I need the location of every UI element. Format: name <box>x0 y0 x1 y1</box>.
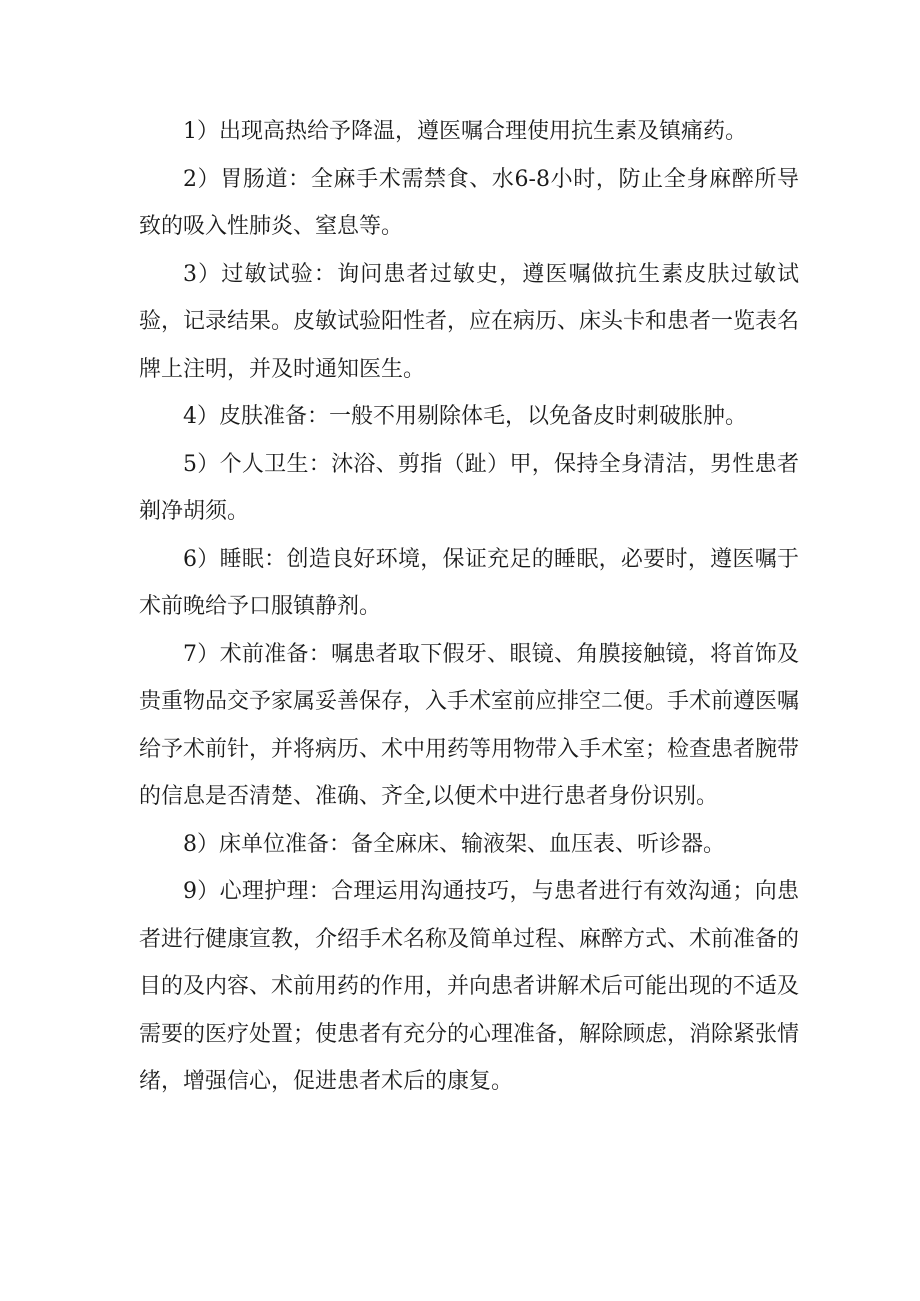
paragraph-sleep: 6）睡眠：创造良好环境，保证充足的睡眠，必要时，遵医嘱于术前晚给予口服镇静剂。 <box>139 546 799 619</box>
paragraph-hygiene: 5）个人卫生：沐浴、剪指（趾）甲，保持全身清洁，男性患者剃净胡须。 <box>139 451 799 524</box>
paragraph-fever: 1）出现高热给予降温，遵医嘱合理使用抗生素及镇痛药。 <box>183 119 747 144</box>
paragraph-allergy-test: 3）过敏试验：询问患者过敏史，遵医嘱做抗生素皮肤过敏试验，记录结果。皮敏试验阳性者，应在病历、床头卡和患者一览表名牌上注明，并及时通知医生。 <box>139 261 800 382</box>
paragraph-psychological-care: 9）心理护理：合理运用沟通技巧，与患者进行有效沟通；向患者进行健康宣教，介绍手术名称及简单过程、麻醉方式、术前准备的目的及内容、术前用药的作用，并向患者讲解术后可能出现的不适及需要的医疗处置；使患者有充分的心理准备，解除顾虑，消除紧张情绪，增强信心，促进患者术后的康复。 <box>139 879 800 1094</box>
paragraph-gastrointestinal: 2）胃肠道：全麻手术需禁食、水6-8小时，防止全身麻醉所导致的吸入性肺炎、窒息等。 <box>139 166 799 239</box>
paragraph-bed-unit: 8）床单位准备：备全麻床、输液架、血压表、听诊器。 <box>183 831 725 857</box>
paragraph-skin-prep: 4）皮肤准备：一般不用剔除体毛，以免备皮时刺破胀肿。 <box>183 404 747 429</box>
document-body <box>139 108 799 1106</box>
paragraph-preop-prep: 7）术前准备：嘱患者取下假牙、眼镜、角膜接触镜，将首饰及贵重物品交予家属妥善保存，入手术室前应排空二便。手术前遵医嘱给予术前针，并将病历、术中用药等用物带入手术室；检查患者腕带的信息是否清楚、准确、齐全,以便术中进行患者身份识别。 <box>139 641 800 809</box>
